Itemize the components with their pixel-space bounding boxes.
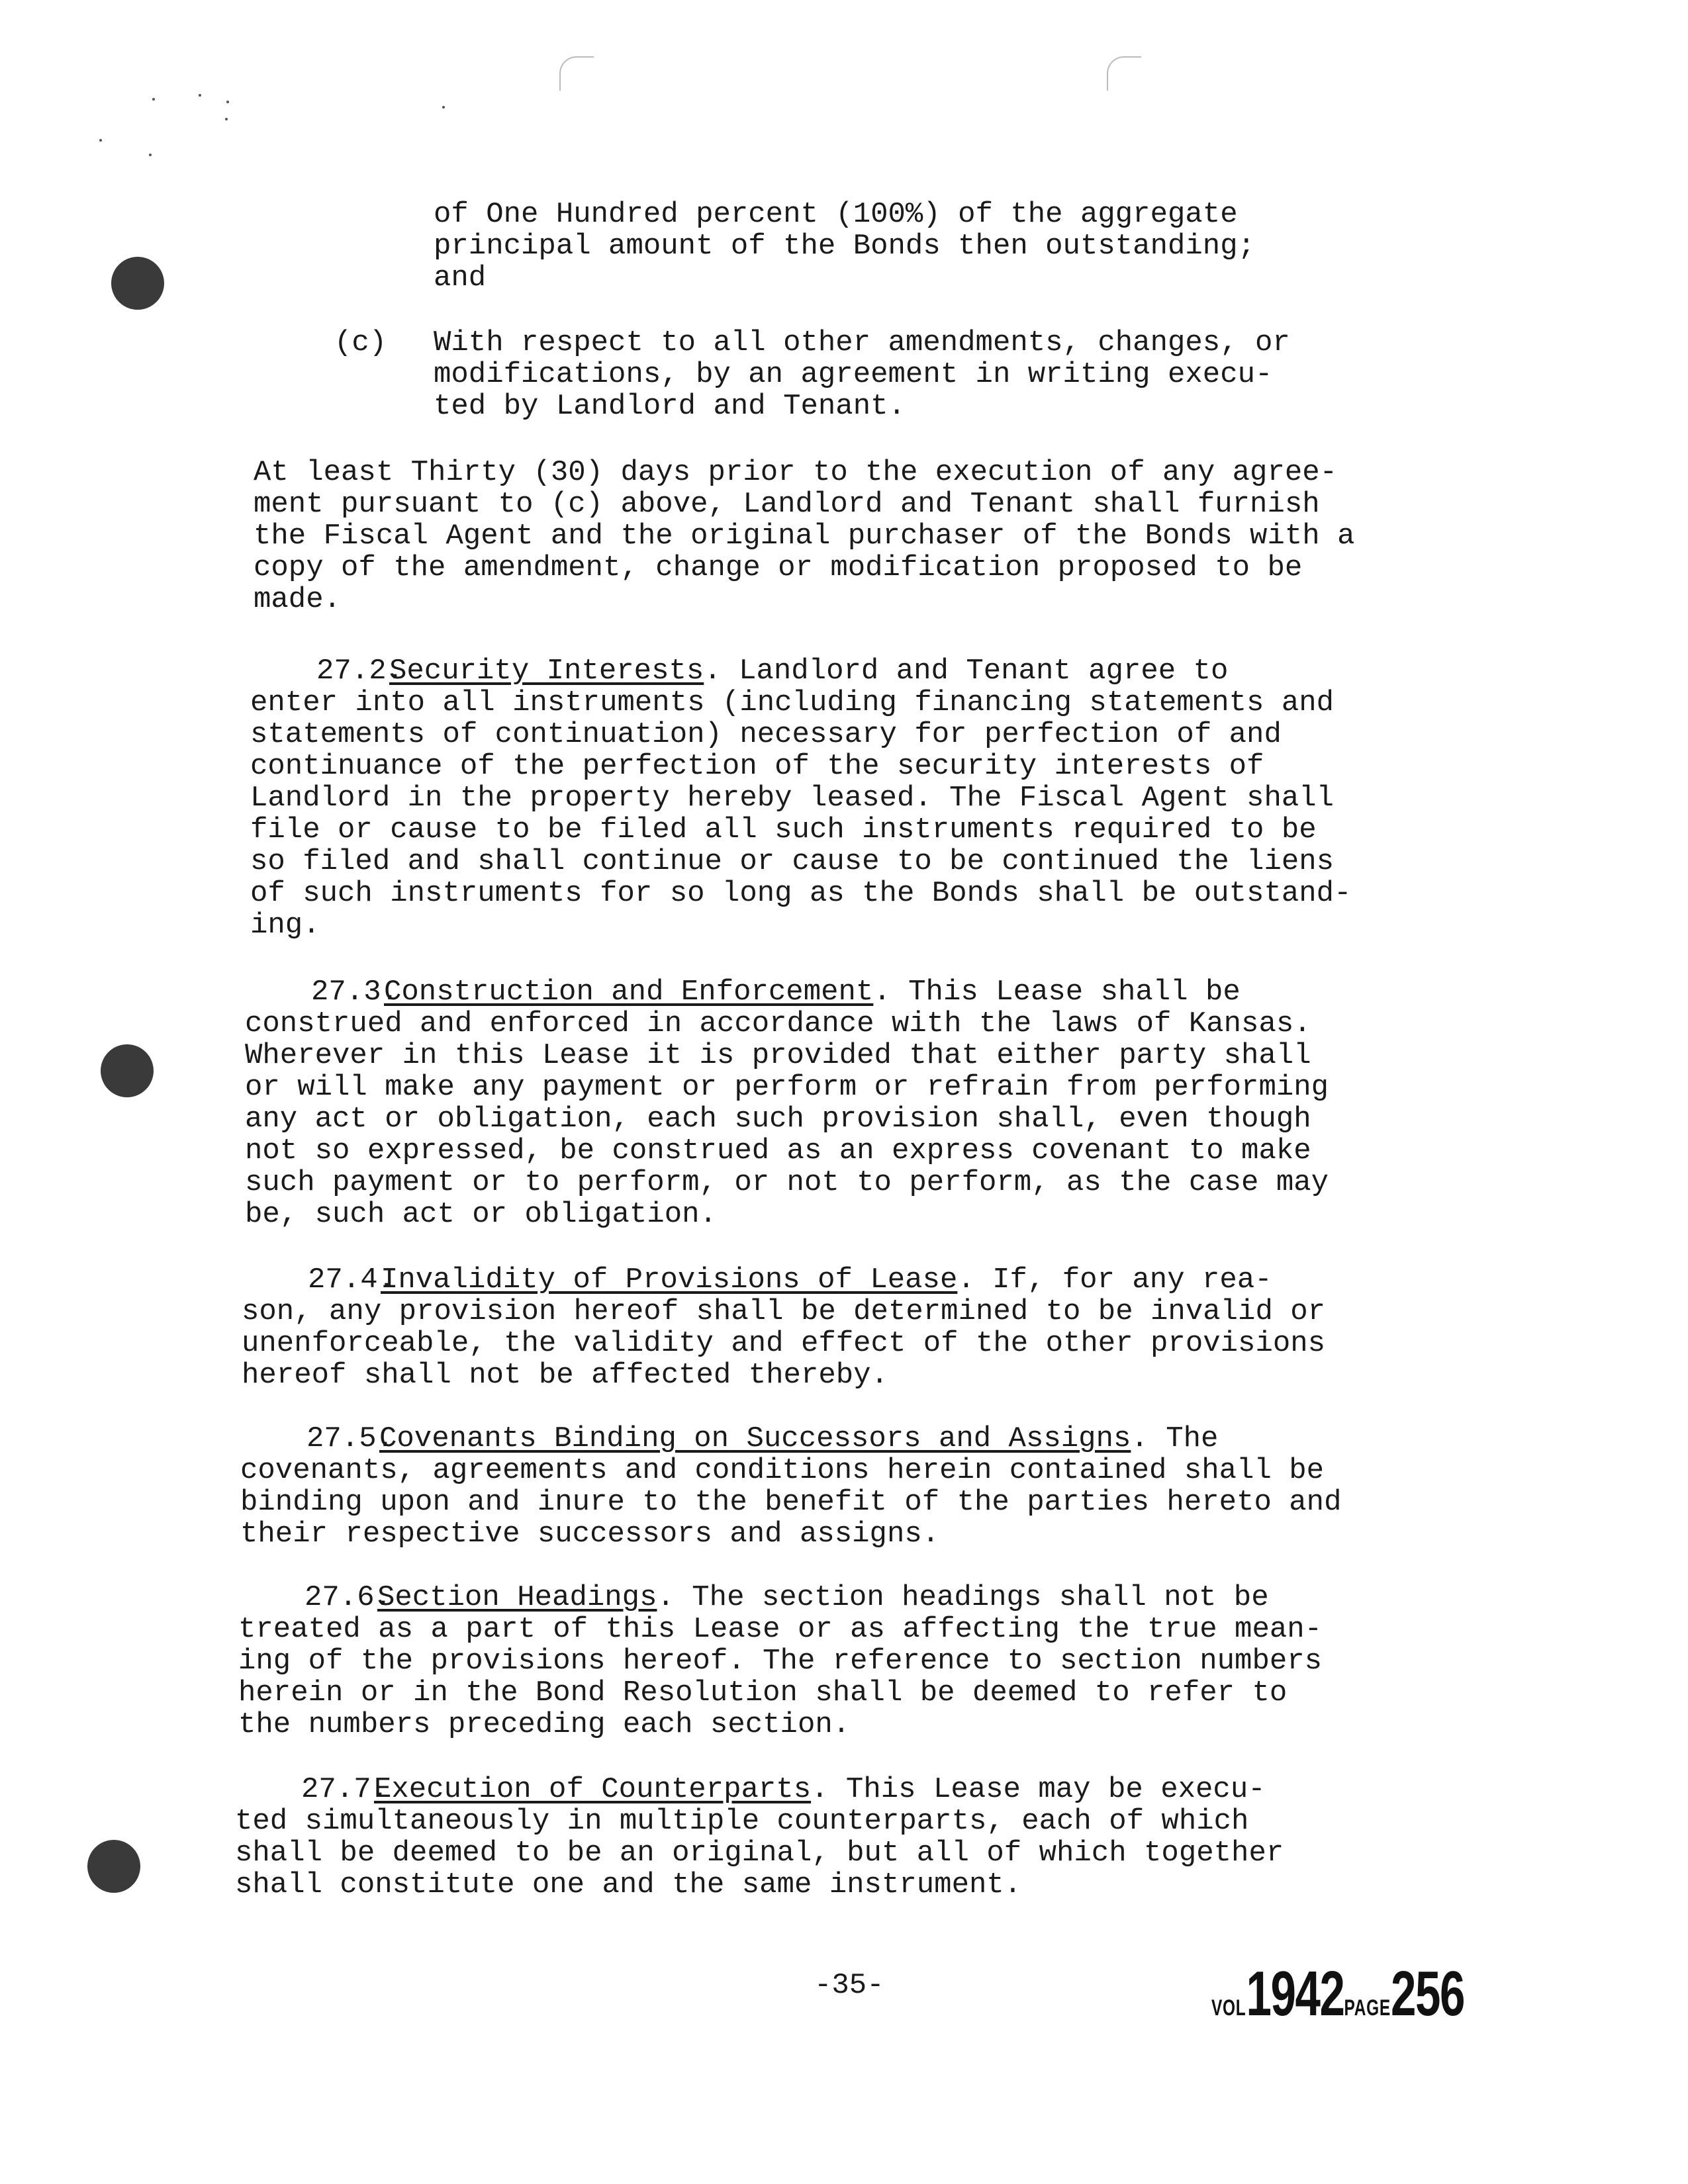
text-line: ing.: [250, 909, 320, 942]
text-line: be, such act or obligation.: [245, 1198, 717, 1231]
section-heading: Security Interests: [389, 655, 704, 688]
text-line: hereof shall not be affected thereby.: [242, 1359, 888, 1392]
text-line: statements of continuation) necessary for perfection of and: [250, 718, 1282, 751]
text-line: made.: [254, 583, 342, 616]
item-c-marker: (c): [334, 326, 387, 359]
text-line: ted by Landlord and Tenant.: [434, 390, 906, 423]
text-fragment: . The: [1131, 1422, 1219, 1455]
scan-speck: [225, 118, 228, 120]
text-line: not so expressed, be construed as an express covenant to make: [245, 1134, 1311, 1167]
text-line: of such instruments for so long as the Bonds shall be outstand-: [250, 877, 1352, 910]
text-line: enter into all instruments (including financing statements and: [250, 686, 1335, 719]
section-number: 27.6.: [305, 1581, 393, 1614]
text-line: modifications, by an agreement in writing execu-: [434, 358, 1273, 391]
text-line: At least Thirty (30) days prior to the execution of any agree-: [254, 456, 1338, 489]
text-line: son, any provision hereof shall be determined to be invalid or: [242, 1295, 1326, 1328]
section-heading: Invalidity of Provisions of Lease: [381, 1263, 958, 1297]
text-line: or will make any payment or perform or refrain from performing: [245, 1071, 1329, 1104]
text-line: construed and enforced in accordance with the laws of Kansas.: [245, 1007, 1311, 1040]
stamp-page-label: PAGE: [1344, 1995, 1391, 2021]
section-number: 27.3.: [311, 976, 399, 1009]
page-number: -35-: [814, 1969, 884, 2002]
section-27-3: [245, 976, 1329, 1230]
text-line: ted simultaneously in multiple counterparts, each of which: [235, 1805, 1249, 1838]
stamp-page-number: 256: [1390, 1958, 1464, 2029]
text-line: ment pursuant to (c) above, Landlord and Tenant shall furnish: [254, 488, 1320, 521]
text-line: covenants, agreements and conditions herein contained shall be: [240, 1454, 1325, 1487]
text-line: principal amount of the Bonds then outstanding;: [434, 230, 1256, 263]
text-line: the Fiscal Agent and the original purchaser of the Bonds with a: [254, 520, 1355, 553]
text-fragment: . This Lease shall be: [873, 976, 1241, 1009]
text-line: ing of the provisions hereof. The reference to section numbers: [238, 1645, 1323, 1678]
punch-hole-bottom: [87, 1840, 140, 1893]
section-27-6: [238, 1582, 1322, 1741]
text-line: their respective successors and assigns.: [240, 1518, 940, 1551]
text-line: and: [434, 261, 487, 295]
recording-stamp: [1211, 1958, 1464, 2030]
scan-speck: [442, 106, 445, 109]
section-number: 27.7.: [301, 1773, 389, 1806]
section-27-2: [250, 655, 1351, 941]
punch-hole-middle: [101, 1044, 154, 1097]
section-number: 27.4.: [308, 1263, 396, 1297]
text-line: shall constitute one and the same instrument.: [235, 1868, 1022, 1901]
text-fragment: . This Lease may be execu-: [811, 1773, 1266, 1806]
item-c: [334, 327, 1290, 422]
text-line: of One Hundred percent (100%) of the aggregate: [434, 198, 1238, 231]
text-line: file or cause to be filed all such instruments required to be: [250, 813, 1317, 846]
scan-speck: [152, 98, 155, 101]
stamp-vol-label: VOL: [1211, 1995, 1246, 2021]
text-line: continuance of the perfection of the security interests of: [250, 750, 1264, 783]
section-27-5: [240, 1423, 1341, 1550]
text-line: copy of the amendment, change or modification proposed to be: [254, 551, 1303, 584]
scan-speck: [149, 154, 152, 156]
text-line: any act or obligation, each such provision shall, even though: [245, 1103, 1311, 1136]
notice-paragraph: [254, 457, 1354, 615]
section-heading: Covenants Binding on Successors and Assigns: [379, 1422, 1131, 1455]
section-27-7: [235, 1774, 1284, 1901]
punch-hole-top: [111, 257, 164, 310]
text-fragment: . If, for any rea-: [957, 1263, 1272, 1297]
scan-speck: [99, 139, 102, 142]
scan-mark: [559, 56, 594, 91]
scan-speck: [199, 94, 201, 97]
item-b-continuation: [434, 199, 1255, 294]
section-number: 27.2.: [316, 655, 404, 688]
scan-mark: [1107, 56, 1141, 91]
text-fragment: . The section headings shall not be: [657, 1581, 1269, 1614]
section-heading: Construction and Enforcement: [384, 976, 874, 1009]
section-number: 27.5.: [306, 1422, 395, 1455]
text-line: unenforceable, the validity and effect of the other provisions: [242, 1327, 1326, 1360]
section-27-4: [242, 1264, 1325, 1391]
text-line: herein or in the Bond Resolution shall be deemed to refer to: [238, 1676, 1288, 1709]
text-line: Landlord in the property hereby leased. The Fiscal Agent shall: [250, 782, 1335, 815]
scan-speck: [226, 101, 229, 103]
text-line: Wherever in this Lease it is provided that either party shall: [245, 1039, 1311, 1072]
text-line: such payment or to perform, or not to perform, as the case may: [245, 1166, 1329, 1199]
text-line: the numbers preceding each section.: [238, 1708, 851, 1741]
text-line: treated as a part of this Lease or as affecting the true mean-: [238, 1613, 1323, 1646]
stamp-vol-number: 1942: [1246, 1958, 1344, 2029]
text-line: shall be deemed to be an original, but all of which together: [235, 1837, 1284, 1870]
section-heading: Section Headings: [377, 1581, 657, 1614]
text-line: With respect to all other amendments, changes, or: [434, 326, 1290, 359]
text-line: so filed and shall continue or cause to be continued the liens: [250, 845, 1335, 878]
text-fragment: . Landlord and Tenant agree to: [704, 655, 1229, 688]
section-heading: Execution of Counterparts: [374, 1773, 812, 1806]
text-line: binding upon and inure to the benefit of the parties hereto and: [240, 1486, 1342, 1519]
